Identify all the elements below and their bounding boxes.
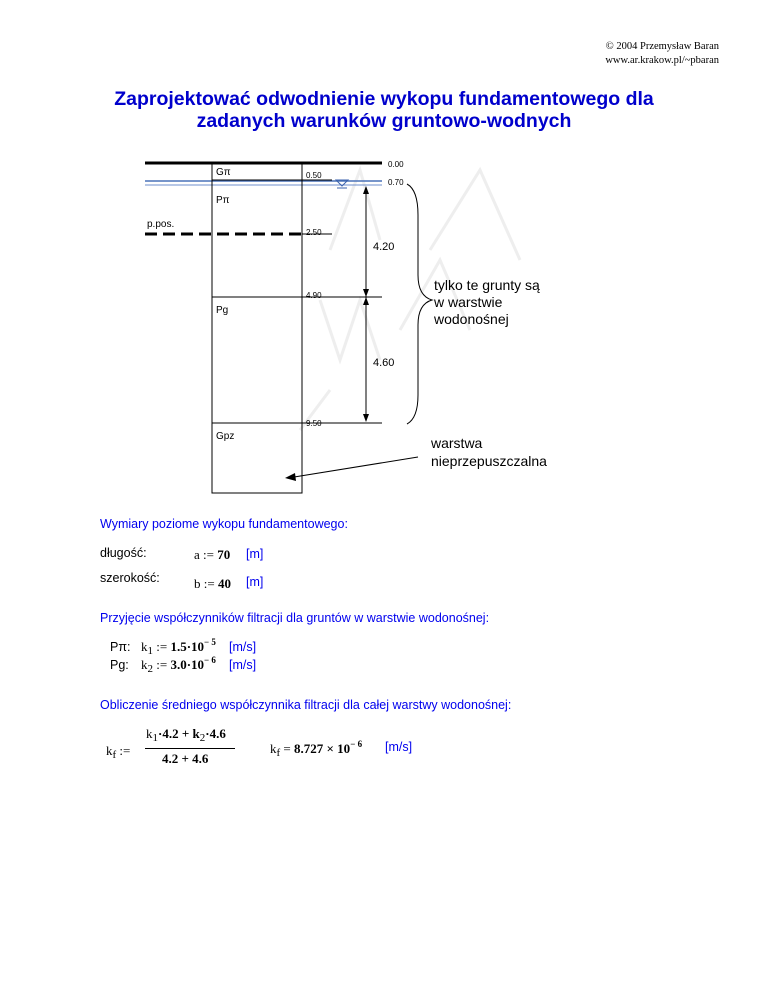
section-heading-average: Obliczenie średniego współczynnika filtracji dla całej warstwy wodonośnej: [100,698,512,712]
author-url: www.ar.krakow.pl/~pbaran [605,55,719,66]
ppi-label: Pπ: [110,640,131,654]
soil-label-ppi: Pπ [216,195,230,206]
aquifer-note: wodonośnej [434,311,509,327]
pg-label: Pg: [110,658,129,672]
depth-label: 0.00 [388,160,404,169]
kf-numerator: $k_1\cdot 4.2 + k_2\cdot 4.6$ [146,726,226,744]
kf-denominator: 4.2 + 4.6 [162,751,209,766]
depth-label: 4.90 [306,291,322,300]
page-title: Zaprojektować odwodnienie wykopu fundamentowego dla zadanych warunków gruntowo-wodnych [114,88,654,132]
soil-label-gpi: Gπ [216,167,231,178]
width-formula: b := 40 [194,576,231,591]
depth-label: 9.50 [306,419,322,428]
aquifer-brace [407,184,432,424]
k1-formula: $k_1$ := $1.5\cdot 10^{- 5}$ [141,637,216,657]
thickness-label: 4.20 [373,241,395,253]
width-label: szerokość: [100,571,160,585]
fraction-bar [145,748,235,749]
k1-unit: [m/s] [229,640,257,654]
length-label: długość: [100,546,147,560]
soil-label-pg: Pg [216,305,229,316]
length-formula: a := 70 [194,547,231,562]
impermeable-arrow [288,457,418,478]
soil-label-gpz: Gpz [216,431,235,442]
kf-unit: [m/s] [385,740,413,754]
depth-label: 2.50 [306,228,322,237]
width-unit: [m] [246,575,264,589]
aquifer-note: w warstwie [434,294,503,310]
depth-label: 0.70 [388,178,404,187]
ppos-label: p.pos. [147,219,175,230]
impermeable-note: nieprzepuszczalna [431,453,547,469]
aquifer-note: tylko te grunty są [434,277,540,293]
section-heading-coefficients: Przyjęcie współczynników filtracji dla gruntów w warstwie wodonośnej: [100,611,490,625]
soil-column [212,163,302,493]
k2-unit: [m/s] [229,658,257,672]
kf-result: $k_f = 8.727 \times 10^{- 6}$ [270,739,363,759]
depth-label: 0.50 [306,171,322,180]
k2-formula: $k_2$ := $3.0\cdot 10^{- 6}$ [141,655,216,675]
length-unit: [m] [246,547,264,561]
copyright-line: © 2004 Przemysław Baran [605,41,719,52]
section-heading-dimensions: Wymiary poziome wykopu fundamentowego: [100,517,348,531]
thickness-label: 4.60 [373,357,395,369]
impermeable-note: warstwa [431,435,483,451]
kf-lhs: $k_f$ := [106,743,131,761]
